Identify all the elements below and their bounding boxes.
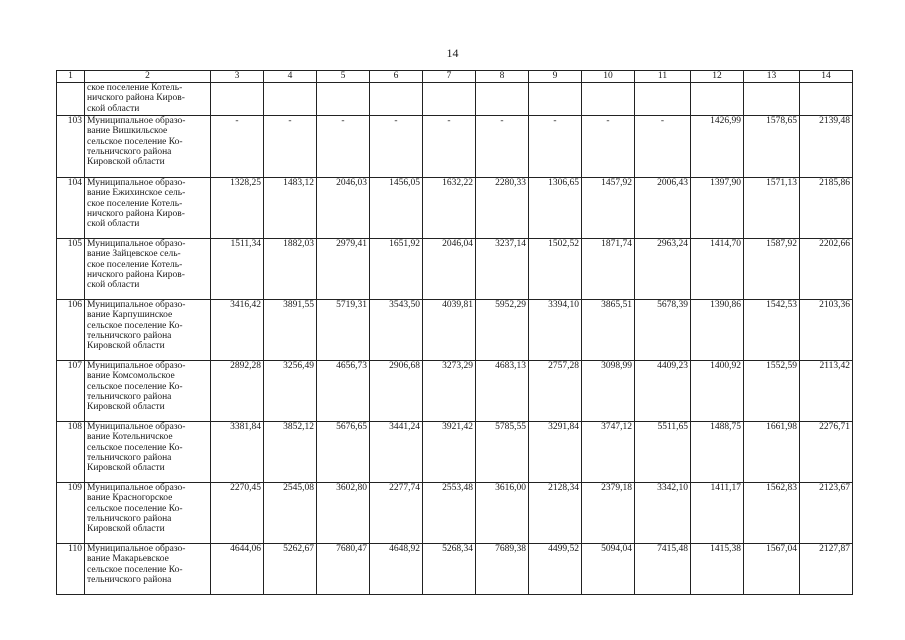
table-row xyxy=(57,178,853,239)
value-cell: 5785,55 xyxy=(476,422,529,483)
table-row xyxy=(57,116,853,178)
value-cell: 2553,48 xyxy=(423,483,476,544)
municipality-name-cell: Муниципальное образо- вание Карпушинское сельское поселение Ко- тельничского района Кировской области xyxy=(85,300,211,361)
value-cell: 1414,70 xyxy=(691,239,744,300)
value-cell: 1511,34 xyxy=(211,239,264,300)
value-cell: 1415,38 xyxy=(691,544,744,595)
value-cell: 4499,52 xyxy=(529,544,582,595)
table-row xyxy=(57,239,853,300)
value-cell: - xyxy=(264,116,317,178)
value-cell: 5719,31 xyxy=(317,300,370,361)
column-header: 5 xyxy=(317,71,370,83)
value-cell: 2006,43 xyxy=(635,178,691,239)
value-cell: 4683,13 xyxy=(476,361,529,422)
value-cell: 3891,55 xyxy=(264,300,317,361)
value-cell: 1567,04 xyxy=(744,544,800,595)
value-cell: 3543,50 xyxy=(370,300,423,361)
value-cell: 1483,12 xyxy=(264,178,317,239)
value-cell: 1632,22 xyxy=(423,178,476,239)
value-cell: 2963,24 xyxy=(635,239,691,300)
value-cell: 1400,92 xyxy=(691,361,744,422)
column-header: 4 xyxy=(264,71,317,83)
page-number: 14 xyxy=(446,46,459,60)
value-cell: 1457,92 xyxy=(582,178,635,239)
value-cell: 2185,86 xyxy=(800,178,853,239)
value-cell: 2892,28 xyxy=(211,361,264,422)
value-cell: 1571,13 xyxy=(744,178,800,239)
value-cell: 2277,74 xyxy=(370,483,423,544)
value-cell: 2128,34 xyxy=(529,483,582,544)
value-cell: - xyxy=(476,116,529,178)
value-cell: - xyxy=(423,116,476,178)
value-cell: 1397,90 xyxy=(691,178,744,239)
value-cell: 2103,36 xyxy=(800,300,853,361)
column-header: 10 xyxy=(582,71,635,83)
value-cell: 2276,71 xyxy=(800,422,853,483)
value-cell: 2127,87 xyxy=(800,544,853,595)
column-header: 2 xyxy=(85,71,211,83)
column-header: 12 xyxy=(691,71,744,83)
value-cell: 4409,23 xyxy=(635,361,691,422)
value-cell: 2270,45 xyxy=(211,483,264,544)
column-header: 6 xyxy=(370,71,423,83)
value-cell: 2280,33 xyxy=(476,178,529,239)
value-cell: 2139,48 xyxy=(800,116,853,178)
value-cell: 1456,05 xyxy=(370,178,423,239)
value-cell: 3394,10 xyxy=(529,300,582,361)
value-cell: - xyxy=(635,116,691,178)
value-cell: 1661,98 xyxy=(744,422,800,483)
column-header: 11 xyxy=(635,71,691,83)
value-cell: 1426,99 xyxy=(691,116,744,178)
value-cell: 3237,14 xyxy=(476,239,529,300)
value-cell: - xyxy=(370,116,423,178)
value-cell: 3416,42 xyxy=(211,300,264,361)
value-cell: 2202,66 xyxy=(800,239,853,300)
row-number-cell: 107 xyxy=(57,361,85,422)
column-number-row xyxy=(57,71,853,83)
value-cell: 1562,83 xyxy=(744,483,800,544)
value-cell: 3616,00 xyxy=(476,483,529,544)
municipality-name-cell: Муниципальное образо- вание Зайцевское сель- ское поселение Котель- ничского района Киров- ской области xyxy=(85,239,211,300)
municipality-name-cell: Муниципальное образо- вание Красногорское сельское поселение Ко- тельничского района Кировской области xyxy=(85,483,211,544)
municipality-name-cell: Муниципальное образо- вание Комсомольское сельское поселение Ко- тельничского района Кировской области xyxy=(85,361,211,422)
value-cell: 1488,75 xyxy=(691,422,744,483)
value-cell: 3342,10 xyxy=(635,483,691,544)
tariff-table xyxy=(56,70,853,595)
value-cell: 2545,08 xyxy=(264,483,317,544)
table-row xyxy=(57,300,853,361)
table-row xyxy=(57,422,853,483)
value-cell: 3273,29 xyxy=(423,361,476,422)
value-cell: 2046,03 xyxy=(317,178,370,239)
row-number-cell: 108 xyxy=(57,422,85,483)
value-cell: 2979,41 xyxy=(317,239,370,300)
value-cell: 3852,12 xyxy=(264,422,317,483)
value-cell: 2379,18 xyxy=(582,483,635,544)
value-cell: 5268,34 xyxy=(423,544,476,595)
value-cell: 2113,42 xyxy=(800,361,853,422)
value-cell: 3381,84 xyxy=(211,422,264,483)
value-cell: 4039,81 xyxy=(423,300,476,361)
value-cell: 2757,28 xyxy=(529,361,582,422)
column-header: 3 xyxy=(211,71,264,83)
continuation-row xyxy=(57,83,853,116)
column-header: 8 xyxy=(476,71,529,83)
value-cell: 1871,74 xyxy=(582,239,635,300)
municipality-name-cell: Муниципальное образо- вание Ежихинское сель- ское поселение Котель- ничского района Киров- ской области xyxy=(85,178,211,239)
value-cell: 2906,68 xyxy=(370,361,423,422)
row-number-cell: 103 xyxy=(57,116,85,178)
row-number-cell: 109 xyxy=(57,483,85,544)
column-header: 14 xyxy=(800,71,853,83)
municipality-name-cell: Муниципальное образо- вание Вишкильское сельское поселение Ко- тельничского района Кировской области xyxy=(85,116,211,178)
value-cell: 4644,06 xyxy=(211,544,264,595)
value-cell: 7415,48 xyxy=(635,544,691,595)
value-cell: 7689,38 xyxy=(476,544,529,595)
column-header: 1 xyxy=(57,71,85,83)
value-cell: 3098,99 xyxy=(582,361,635,422)
column-header: 13 xyxy=(744,71,800,83)
value-cell: 1578,65 xyxy=(744,116,800,178)
table-row xyxy=(57,483,853,544)
value-cell: 1411,17 xyxy=(691,483,744,544)
value-cell: - xyxy=(529,116,582,178)
value-cell: - xyxy=(582,116,635,178)
value-cell: - xyxy=(211,116,264,178)
value-cell: 1651,92 xyxy=(370,239,423,300)
table-row xyxy=(57,544,853,595)
value-cell: 5952,29 xyxy=(476,300,529,361)
value-cell: 1587,92 xyxy=(744,239,800,300)
municipality-name-cell: Муниципальное образо- вание Макарьевское сельское поселение Ко- тельничского района xyxy=(85,544,211,595)
value-cell: 1882,03 xyxy=(264,239,317,300)
row-number-cell: 106 xyxy=(57,300,85,361)
value-cell: 3865,51 xyxy=(582,300,635,361)
value-cell: 1390,86 xyxy=(691,300,744,361)
municipality-name-cell: ское поселение Котель- ничского района Киров- ской области xyxy=(85,83,211,116)
value-cell: - xyxy=(317,116,370,178)
value-cell: 3602,80 xyxy=(317,483,370,544)
value-cell: 4656,73 xyxy=(317,361,370,422)
value-cell: 5678,39 xyxy=(635,300,691,361)
value-cell: 1328,25 xyxy=(211,178,264,239)
table-row xyxy=(57,361,853,422)
municipality-name-cell: Муниципальное образо- вание Котельничское сельское поселение Ко- тельничского района Кировской области xyxy=(85,422,211,483)
row-number-cell: 104 xyxy=(57,178,85,239)
row-number-cell: 110 xyxy=(57,544,85,595)
value-cell: 5511,65 xyxy=(635,422,691,483)
value-cell: 4648,92 xyxy=(370,544,423,595)
value-cell: 1552,59 xyxy=(744,361,800,422)
value-cell: 3747,12 xyxy=(582,422,635,483)
row-number-cell xyxy=(57,83,85,116)
value-cell: 1502,52 xyxy=(529,239,582,300)
value-cell: 3291,84 xyxy=(529,422,582,483)
value-cell: 5676,65 xyxy=(317,422,370,483)
value-cell: 1542,53 xyxy=(744,300,800,361)
value-cell: 2046,04 xyxy=(423,239,476,300)
column-header: 7 xyxy=(423,71,476,83)
value-cell: 3921,42 xyxy=(423,422,476,483)
value-cell: 1306,65 xyxy=(529,178,582,239)
value-cell: 3441,24 xyxy=(370,422,423,483)
column-header: 9 xyxy=(529,71,582,83)
value-cell: 3256,49 xyxy=(264,361,317,422)
value-cell: 5262,67 xyxy=(264,544,317,595)
value-cell: 5094,04 xyxy=(582,544,635,595)
value-cell: 7680,47 xyxy=(317,544,370,595)
value-cell: 2123,67 xyxy=(800,483,853,544)
row-number-cell: 105 xyxy=(57,239,85,300)
